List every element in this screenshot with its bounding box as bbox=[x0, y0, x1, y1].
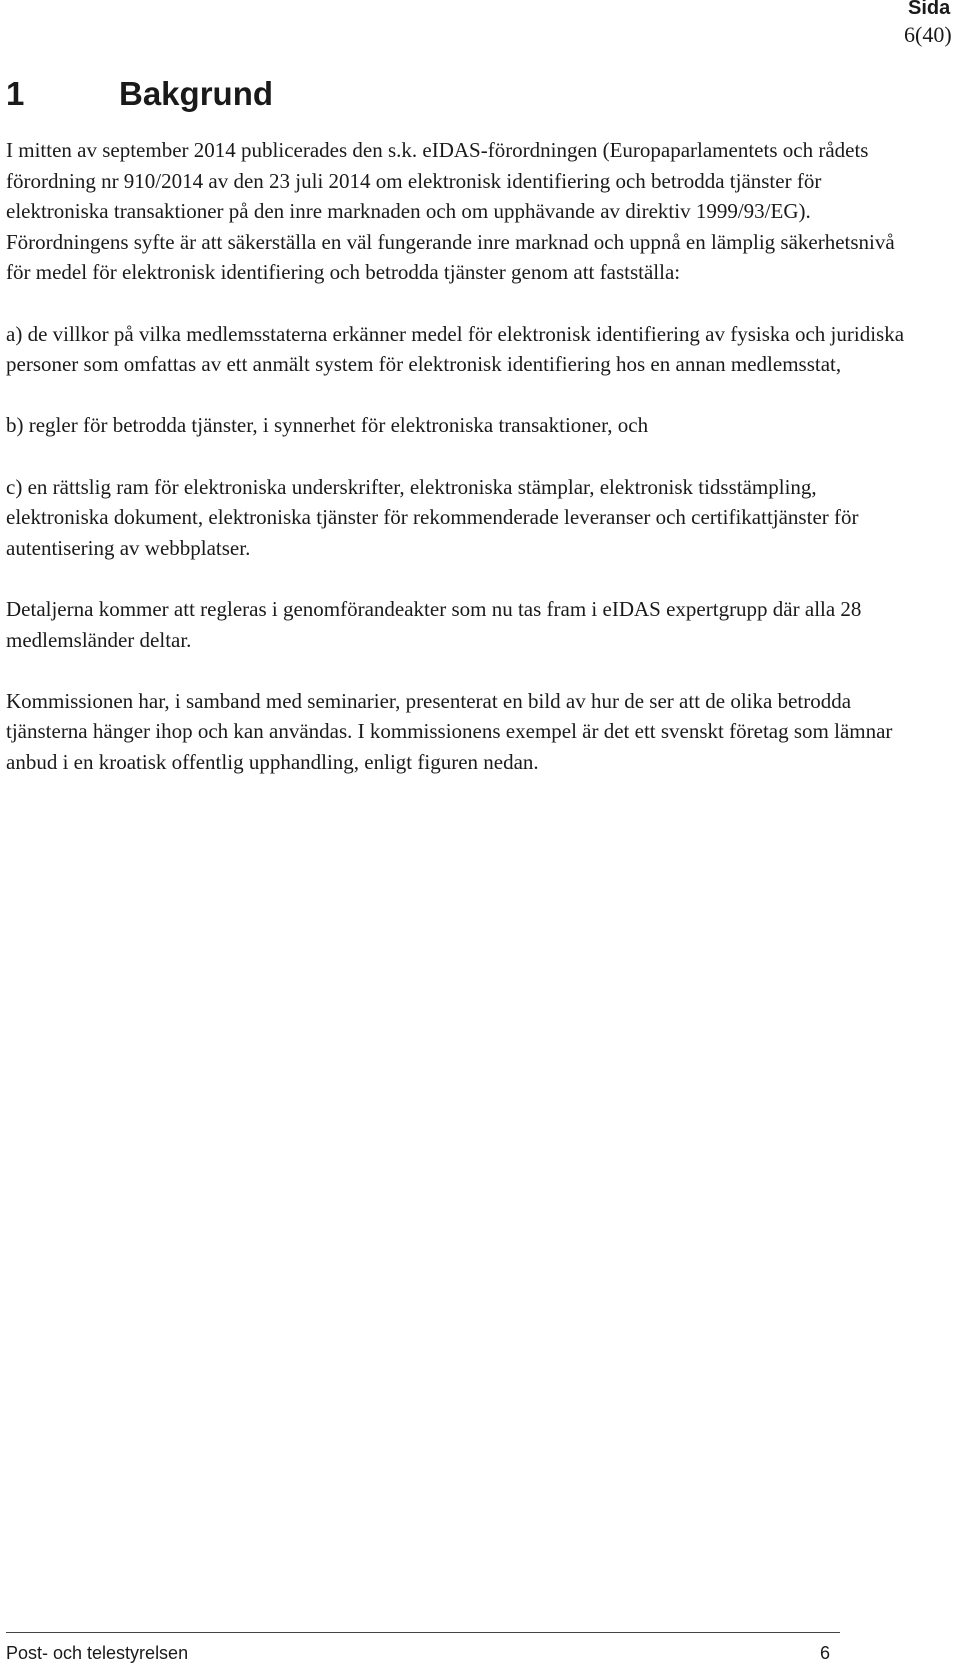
page-header-number: 6(40) bbox=[904, 22, 952, 47]
paragraph-item-c: c) en rättslig ram för elektroniska underskrifter, elektroniska stämplar, elektronisk tidsstämpling, elektroniska dokument, elektroniska tjänster för rekommenderade leveranser och certifikattjänster för autentisering av webbplatser. bbox=[6, 474, 859, 560]
footer-divider bbox=[6, 1632, 840, 1633]
section-number: 1 bbox=[6, 75, 25, 112]
paragraph-details: Detaljerna kommer att regleras i genomförandeakter som nu tas fram i eIDAS expertgrupp där alla 28 medlemsländer deltar. bbox=[6, 596, 862, 652]
body-text bbox=[6, 135, 906, 808]
page-header-label: Sida bbox=[908, 0, 951, 19]
section-title: Bakgrund bbox=[119, 75, 274, 112]
paragraph-item-b: b) regler för betrodda tjänster, i synnerhet för elektroniska transaktioner, och bbox=[6, 413, 649, 438]
footer-organization: Post- och telestyrelsen bbox=[6, 1643, 189, 1663]
paragraph-intro: I mitten av september 2014 publicerades den s.k. eIDAS-förordningen (Europaparlamentets och rådets förordning nr 910/2014 av den 23 juli 2014 om elektronisk identifiering och betrodda tjänster för elektroniska transaktioner på den inre marknaden och om upphävande av direktiv 1999/93/EG). Förordningens syfte är att säkerställa en väl fungerande inre marknad och uppnå en lämplig säkerhetsnivå för medel för elektronisk identifiering och betrodda tjänster genom att fastställa: bbox=[6, 138, 895, 285]
paragraph-commission: Kommissionen har, i samband med seminarier, presenterat en bild av hur de ser att de olika betrodda tjänsterna hänger ihop och kan användas. I kommissionens exempel är det ett svenskt företag som lämnar anbud i en kroatisk offentlig upphandling, enligt figuren nedan. bbox=[6, 688, 893, 774]
section-heading bbox=[6, 72, 273, 116]
paragraph-item-a: a) de villkor på vilka medlemsstaterna erkänner medel för elektronisk identifiering av fysiska och juridiska personer som omfattas av ett anmält system för elektronisk identifiering hos en annan medlemsstat, bbox=[6, 321, 905, 377]
footer-page-number: 6 bbox=[820, 1643, 831, 1663]
